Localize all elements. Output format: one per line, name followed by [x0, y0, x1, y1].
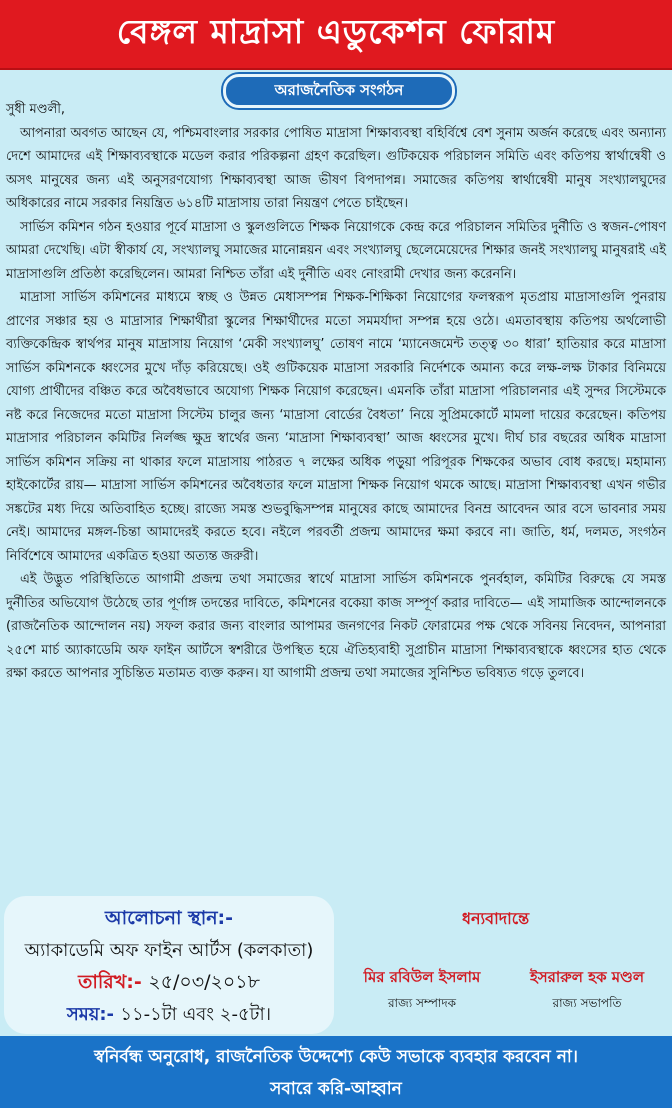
time-value: ১১-১টা এবং ২-৫টা। — [120, 1004, 272, 1025]
header-banner — [0, 0, 672, 68]
date-value: ২৫/০৩/২০১৮ — [148, 971, 260, 993]
signatory-role: রাজ্য সভাপতি — [552, 996, 622, 1010]
time-label: সময়:- — [66, 1004, 115, 1025]
signatory-2 — [508, 966, 666, 1015]
page-title: বেঙ্গল মাদ্রাসা এডুকেশন ফোরাম — [116, 12, 556, 51]
signatory-name: মির রবিউল ইসলাম — [363, 968, 481, 986]
venue-time — [4, 1000, 334, 1031]
footer-notice: স্বনির্বন্ধ অনুরোধ, রাজনৈতিক উদ্দেশ্যে কেউ সভাকে ব্যবহার করবেন না। — [94, 1047, 578, 1067]
venue-box — [4, 896, 334, 1034]
venue-title: আলোচনা স্থান:- — [104, 907, 234, 929]
paragraph-1: আপনারা অবগত আছেন যে, পশ্চিমবাংলার সরকার পোষিত মাদ্রাসা শিক্ষাব্যবস্থা বহির্বিশ্বে বেশ সুনাম অর্জন করেছে এবং অন্যান্য দেশে আমাদের এই শিক্ষাব্যবস্থাকে মডেল করার পরিকল্পনা গ্রহণ করেছিল। গুটিকয়েক পরিচালন সমিতি এবং কতিপয় স্বার্থান্বেষী ও অসৎ মানুষের জন্য এই অনুসরণযোগ্য শিক্ষাব্যবস্থা আজ ভীষণ বিপদাপন্ন। সমাজের কতিপয় স্বার্থান্বেষী মানুষ সংখ্যালঘুদের অধিকারের নামে সরকার নিয়ন্ত্রিত ৬১৪টি মাদ্রাসায় তারা নিয়ন্ত্রণ পেতে চাইছেন। — [6, 125, 666, 211]
signatory-1 — [342, 966, 502, 1015]
footer-call: সবারে করি-আহ্বান — [270, 1079, 402, 1099]
greeting: সুধী মণ্ডলী, — [6, 102, 66, 117]
paragraph-2: সার্ভিস কমিশন গঠন হওয়ার পূর্বে মাদ্রাসা ও স্কুলগুলিতে শিক্ষক নিয়োগকে কেন্দ্র করে পরিচালন সমিতির দুর্নীতি ও স্বজন-পোষণ আমরা দেখেছি। এটা স্বীকার্য যে, সংখ্যালঘু সমাজের মানোন্নয়ন এবং সংখ্যালঘু ছেলেমেয়েদের শিক্ষার জনই সংখ্যালঘু মানুষরাই এই মাদ্রাসাগুলি প্রতিষ্ঠা করেছিলেন। আমরা নিশ্চিত তাঁরা এই দুর্নীতি এবং নোংরামী দেখার জন্য করেননি। — [6, 219, 666, 282]
date-label: তারিখ:- — [78, 971, 142, 993]
paragraph-3: মাদ্রাসা সার্ভিস কমিশনের মাধ্যমে স্বচ্ছ ও উন্নত মেধাসম্পন্ন শিক্ষক-শিক্ষিকা নিয়োগের ফলস্বরূপ মৃতপ্রায় মাদ্রাসাগুলি পুনরায় প্রাণের সঞ্চার হয় ও মাদ্রাসার শিক্ষার্থীরা স্কুলের শিক্ষার্থীদের মতো সমমর্যাদা সম্পন্ন হয়ে ওঠে। এমতাবস্থায় কতিপয় অর্থলোভী ব্যক্তিকেন্দ্রিক স্বার্থপর মানুষ মাদ্রাসায় নিয়োগ ‘মেকী সংখ্যালঘু’ তোষণ নামে ‘ম্যানেজমেন্ট তত্ত্ব ৩০ ধারা’ হাতিয়ার করে মাদ্রাসা সার্ভিস কমিশনকে ধ্বংসের মুখে দাঁড় করিয়েছে। ওই গুটিকয়েক মাদ্রাসা সরকারি নির্দেশকে অমান্য করে লক্ষ-লক্ষ টাকার বিনিময়ে যোগ্য প্রার্থীদের বঞ্চিত করে অবৈধভাবে অযোগ্য শিক্ষক নিয়োগ করেছেন। এমনকি তাঁরা মাদ্রাসা পরিচালনার এই সুন্দর সিস্টেমকে নষ্ট করে নিজেদের মতো মাদ্রাসা সিস্টেম চালুর জন্য ‘মাদ্রাসা বোর্ডের বৈধতা’ নিয়ে সুপ্রিমকোর্টে মামলা দায়ের করেছেন। কতিপয় মাদ্রাসার পরিচালন কমিটির নির্লজ্জ ক্ষুদ্র স্বার্থের জন্য ‘মাদ্রাসা শিক্ষাব্যবস্থা’ আজ ধ্বংসের মুখে। দীর্ঘ চার বছরের অধিক মাদ্রাসা সার্ভিস কমিশন সক্রিয় না থাকার ফলে মাদ্রাসায় পাঠরত ৭ লক্ষের অধিক পড়ুয়া পরিপূরক শিক্ষকের অভাব বোধ করছে। মহামান্য হাইকোর্টের রায়— মাদ্রাসা সার্ভিস কমিশনের অবৈধতার ফলে মাদ্রাসা শিক্ষক নিয়োগ থমকে আছে। মাদ্রাসা শিক্ষাব্যবস্থা এখন গভীর সঙ্কটের মধ্য দিয়ে অতিবাহিত হচ্ছে। রাজ্যে সমস্ত শুভবুদ্ধিসম্পন্ন মানুষের কাছে আমাদের বিনম্র আবেদন আর বসে ভাবনার সময় নেই। আমাদের মঙ্গল-চিন্তা আমাদেরই করতে হবে। নইলে পরবর্তী প্রজন্ম আমাদের ক্ষমা করবে না। জাতি, ধর্ম, দলমত, সংগঠন নির্বিশেষে আমাদের একত্রিত হওয়া অত্যন্ত জরুরী। — [6, 290, 666, 564]
letter-body — [6, 98, 666, 686]
venue-date — [4, 968, 334, 1000]
subtitle-text: অরাজনৈতিক সংগঠন — [274, 80, 404, 99]
signatory-role: রাজ্য সম্পাদক — [387, 996, 457, 1010]
thanks-text: ধন্যবাদান্তে — [462, 909, 530, 928]
footer-banner — [0, 1036, 672, 1108]
venue-place: অ্যাকাডেমি অফ ফাইন আর্টস (কলকাতা) — [24, 940, 314, 961]
paragraph-4: এই উদ্ভুত পরিস্থিতিতে আগামী প্রজন্ম তথা সমাজের স্বার্থে মাদ্রাসা সার্ভিস কমিশনকে পুনর্বহাল, কমিটির বিরুদ্ধে যে সমস্ত দুর্নীতির অভিযোগ উঠেছে তার পূর্ণাঙ্গ তদন্তের দাবিতে, কমিশনের বকেয়া কাজ সম্পূর্ণ করার দাবিতে— এই সামাজিক আন্দোলনকে (রাজনৈতিক আন্দোলন নয়) সফল করার জন্য বাংলার আপামর জনগণের নিকট ফোরামের পক্ষ থেকে সবিনয় নিবেদন, আপনারা ২৫শে মার্চ অ্যাকাডেমি অফ ফাইন আর্টসে স্বশরীরে উপস্থিত হয়ে ঐতিহ্যবাহী সুপ্রাচীন মাদ্রাসা শিক্ষাব্যবস্থাকে ধ্বংসের হাত থেকে রক্ষা করতে আপনার সুচিন্তিত মতামত ব্যক্ত করুন। যা আগামী প্রজন্ম তথা সমাজের সুনিশ্চিত ভবিষ্যত গড়ে তুলবে। — [6, 572, 666, 681]
signatory-name: ইসরারুল হক মণ্ডল — [529, 968, 645, 986]
